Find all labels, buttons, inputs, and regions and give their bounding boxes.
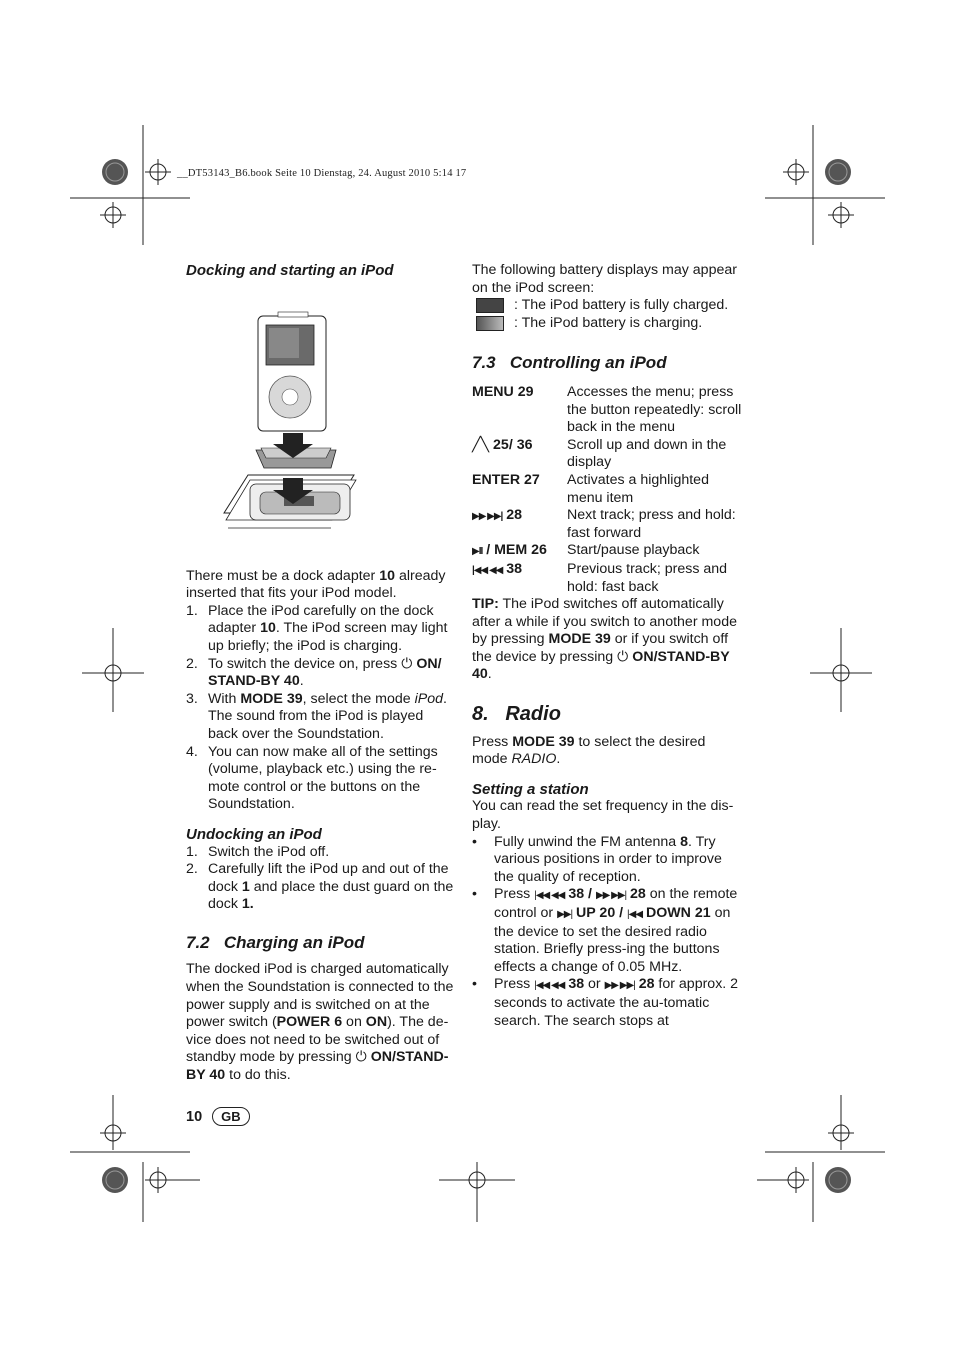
para-bold: POWER 6 (276, 1014, 343, 1031)
charging-paragraph (186, 961, 456, 1084)
table-row (472, 437, 742, 472)
step-text: . (299, 673, 304, 690)
bullet: • (472, 976, 477, 993)
bullet-text: on the device to set the desired radio station. Briefly press-ing the buttons effects a change of 0.05 MHz. (494, 905, 731, 975)
bullet-text: or (584, 976, 605, 993)
docking-heading: Docking and starting an iPod (186, 262, 394, 279)
control-key-text: 38 (506, 560, 523, 577)
control-desc: Accesses the menu; press the button repeatedly: scroll back in the menu (567, 383, 742, 436)
table-row (472, 507, 742, 542)
para-bold: ON/STAND-BY 40 (472, 648, 730, 683)
control-desc: Start/pause playback (567, 542, 700, 559)
rewind-icon: |◀◀ ◀◀ (534, 890, 565, 902)
dock-intro-text-2: already inserted that fits your iPod model. (186, 567, 446, 602)
section-number: 8. (472, 703, 489, 726)
control-key (472, 542, 567, 561)
fast-forward-icon: ▶▶ ▶▶| (604, 980, 635, 992)
language-badge: GB (212, 1107, 250, 1126)
para-bold: ON/STAND-BY 40 (186, 1049, 449, 1084)
step-bold: ON/ STAND-BY 40 (208, 655, 442, 690)
para-text: to do this. (225, 1067, 291, 1084)
bullet-bold: 28 (638, 976, 655, 993)
step-number: 3. (186, 690, 198, 707)
bullet-bold: 28 (630, 886, 646, 903)
docking-steps (186, 603, 456, 814)
page-number: 10 (186, 1108, 203, 1125)
step-text: and place the dust guard on the dock (208, 878, 454, 913)
radio-paragraph (472, 734, 742, 769)
bullet-text: Fully unwind the FM antenna (494, 833, 681, 850)
para-bold: ON (365, 1014, 388, 1031)
para-text: The docked iPod is charged automatically when the Soundstation is connected to the power supply and is switched on at the power switch ( (186, 961, 454, 1031)
step-number: 1. (186, 843, 198, 860)
para-bold: MODE 39 (512, 733, 575, 750)
step-bold: MODE 39 (240, 690, 303, 707)
previous-icon: |◀◀ (627, 909, 643, 920)
para-text: Press (472, 733, 513, 750)
step-text: . The sound from the iPod is played back over the Soundstation. (208, 690, 447, 742)
step-number: 2. (186, 861, 198, 878)
para-bold: MODE 39 (548, 631, 611, 648)
step-number: 2. (186, 655, 198, 672)
step-text: , select the mode (302, 690, 415, 707)
step-text: With (208, 690, 241, 707)
control-desc: Next track; press and hold: fast forward (567, 507, 736, 541)
station-bullets (472, 834, 742, 1031)
battery-full-text: : The iPod battery is fully charged. (514, 297, 729, 314)
section-title: Radio (505, 703, 561, 726)
control-key-text: 28 (506, 507, 523, 524)
tip-label: TIP: (472, 596, 499, 613)
fast-forward-icon: ▶▶ ▶▶| (472, 511, 503, 523)
bullet: • (472, 886, 477, 903)
step-text: Carefully lift the iPod up and out of the dock (208, 861, 449, 895)
left-column (186, 262, 456, 1085)
bullet-text: Press (494, 886, 535, 903)
battery-full-row (472, 297, 742, 315)
chevron-up-icon: ╱╲ (472, 436, 490, 453)
rewind-icon: |◀◀ ◀◀ (534, 980, 565, 992)
bullet-bold: DOWN 21 (645, 905, 711, 921)
para-text: on (342, 1014, 366, 1031)
next-icon: ▶▶| (557, 909, 573, 920)
bullet-bold: 38 / (568, 886, 592, 903)
fast-forward-icon: ▶▶ ▶▶| (595, 890, 627, 902)
step-text: To switch the device on, press (208, 655, 402, 672)
battery-full-icon (476, 298, 504, 313)
controls-table (472, 384, 742, 596)
control-key-text: 25/ 36 (493, 436, 533, 453)
control-key (472, 437, 567, 472)
step-text: Switch the iPod off. (208, 843, 330, 860)
list-item (472, 834, 742, 887)
bullet-text: on the remote control or (494, 886, 738, 921)
bullet: • (472, 833, 477, 850)
rewind-icon: |◀◀ ◀◀ (472, 564, 503, 576)
undock-heading: Undocking an iPod (186, 825, 322, 843)
step-bold: 1 (241, 878, 250, 895)
control-desc: Scroll up and down in the display (567, 436, 727, 471)
step-bold: 1. (241, 896, 254, 913)
list-item (186, 861, 456, 914)
battery-intro: The following battery displays may appear on the iPod screen: (472, 262, 737, 296)
step-bold: 10 (260, 620, 276, 637)
charging-heading (186, 934, 456, 952)
table-row (472, 542, 742, 561)
undock-steps (186, 844, 456, 914)
step-italic: iPod (414, 690, 444, 707)
ipod-docking-illustration (186, 288, 456, 550)
section-number: 7.3 (472, 353, 496, 373)
para-text: or if you switch off the device by pressing (472, 631, 729, 665)
para-text: . (487, 666, 492, 683)
dock-intro-number: 10 (379, 567, 395, 584)
bullet-bold: UP 20 / (576, 905, 624, 921)
control-key (472, 561, 567, 596)
dock-intro (186, 568, 456, 603)
power-icon: ⏻ (401, 655, 417, 672)
page-footer (186, 1107, 250, 1126)
tip-paragraph (472, 596, 742, 684)
battery-charging-row (472, 315, 742, 333)
table-row (472, 472, 742, 507)
step-number: 1. (186, 602, 198, 619)
list-item (186, 603, 456, 656)
station-heading: Setting a station (472, 780, 589, 798)
para-text: The iPod switches off automatically after a while if you switch to another mode by pressing (472, 596, 737, 648)
list-item (186, 691, 456, 744)
bullet-bold: 38 (568, 976, 585, 993)
section-title: Controlling an iPod (509, 353, 667, 373)
step-text: You can now make all of the settings (volume, playback etc.) using the re-mote control or the buttons on the Soundstation. (208, 743, 438, 813)
bullet-text: Press (494, 976, 535, 993)
right-column (472, 262, 742, 1030)
step-text: . The iPod screen may light up briefly; the iPod is charging. (208, 620, 448, 654)
radio-heading (472, 703, 742, 726)
book-header: __DT53143_B6.book Seite 10 Dienstag, 24. August 2010 5:14 17 (177, 168, 467, 179)
para-text: . (556, 751, 561, 768)
section-number: 7.2 (186, 932, 210, 952)
list-item (186, 656, 456, 691)
list-item (472, 976, 742, 1030)
table-row (472, 561, 742, 596)
section-title: Charging an iPod (223, 932, 365, 952)
table-row (472, 384, 742, 437)
bullet-text: for approx. 2 seconds to activate the au-tomatic search. The search stops at (494, 976, 739, 1029)
list-item (186, 844, 456, 862)
list-item (186, 744, 456, 814)
battery-charging-text: : The iPod battery is charging. (514, 314, 703, 331)
dock-intro-text: There must be a dock adapter (186, 567, 380, 584)
list-item (472, 886, 742, 976)
para-italic: RADIO (511, 751, 557, 768)
battery-charging-icon (476, 316, 504, 331)
step-number: 4. (186, 743, 198, 760)
para-text: ). The de-vice does not need to be switched out of standby mode by pressing (186, 1014, 449, 1066)
controlling-heading (472, 354, 742, 372)
para-text: to select the desired mode (472, 733, 706, 768)
bullet-text: . Try various positions in order to improve the quality of reception. (494, 833, 722, 885)
power-icon: ⏻ (355, 1049, 371, 1066)
power-icon: ⏻ (617, 648, 633, 665)
control-key: MENU 29 (472, 383, 534, 400)
station-intro: You can read the set frequency in the dis-play. (472, 798, 734, 833)
play-pause-icon: ▶II (472, 546, 483, 558)
bullet-bold: 8 (680, 833, 689, 850)
control-key: ENTER 27 (472, 471, 540, 488)
control-desc: Activates a highlighted menu item (567, 471, 709, 506)
control-key-text: / MEM 26 (486, 542, 547, 559)
step-text: Place the iPod carefully on the dock adapter (208, 602, 434, 637)
control-key (472, 507, 567, 542)
control-desc: Previous track; press and hold: fast back (567, 560, 728, 595)
